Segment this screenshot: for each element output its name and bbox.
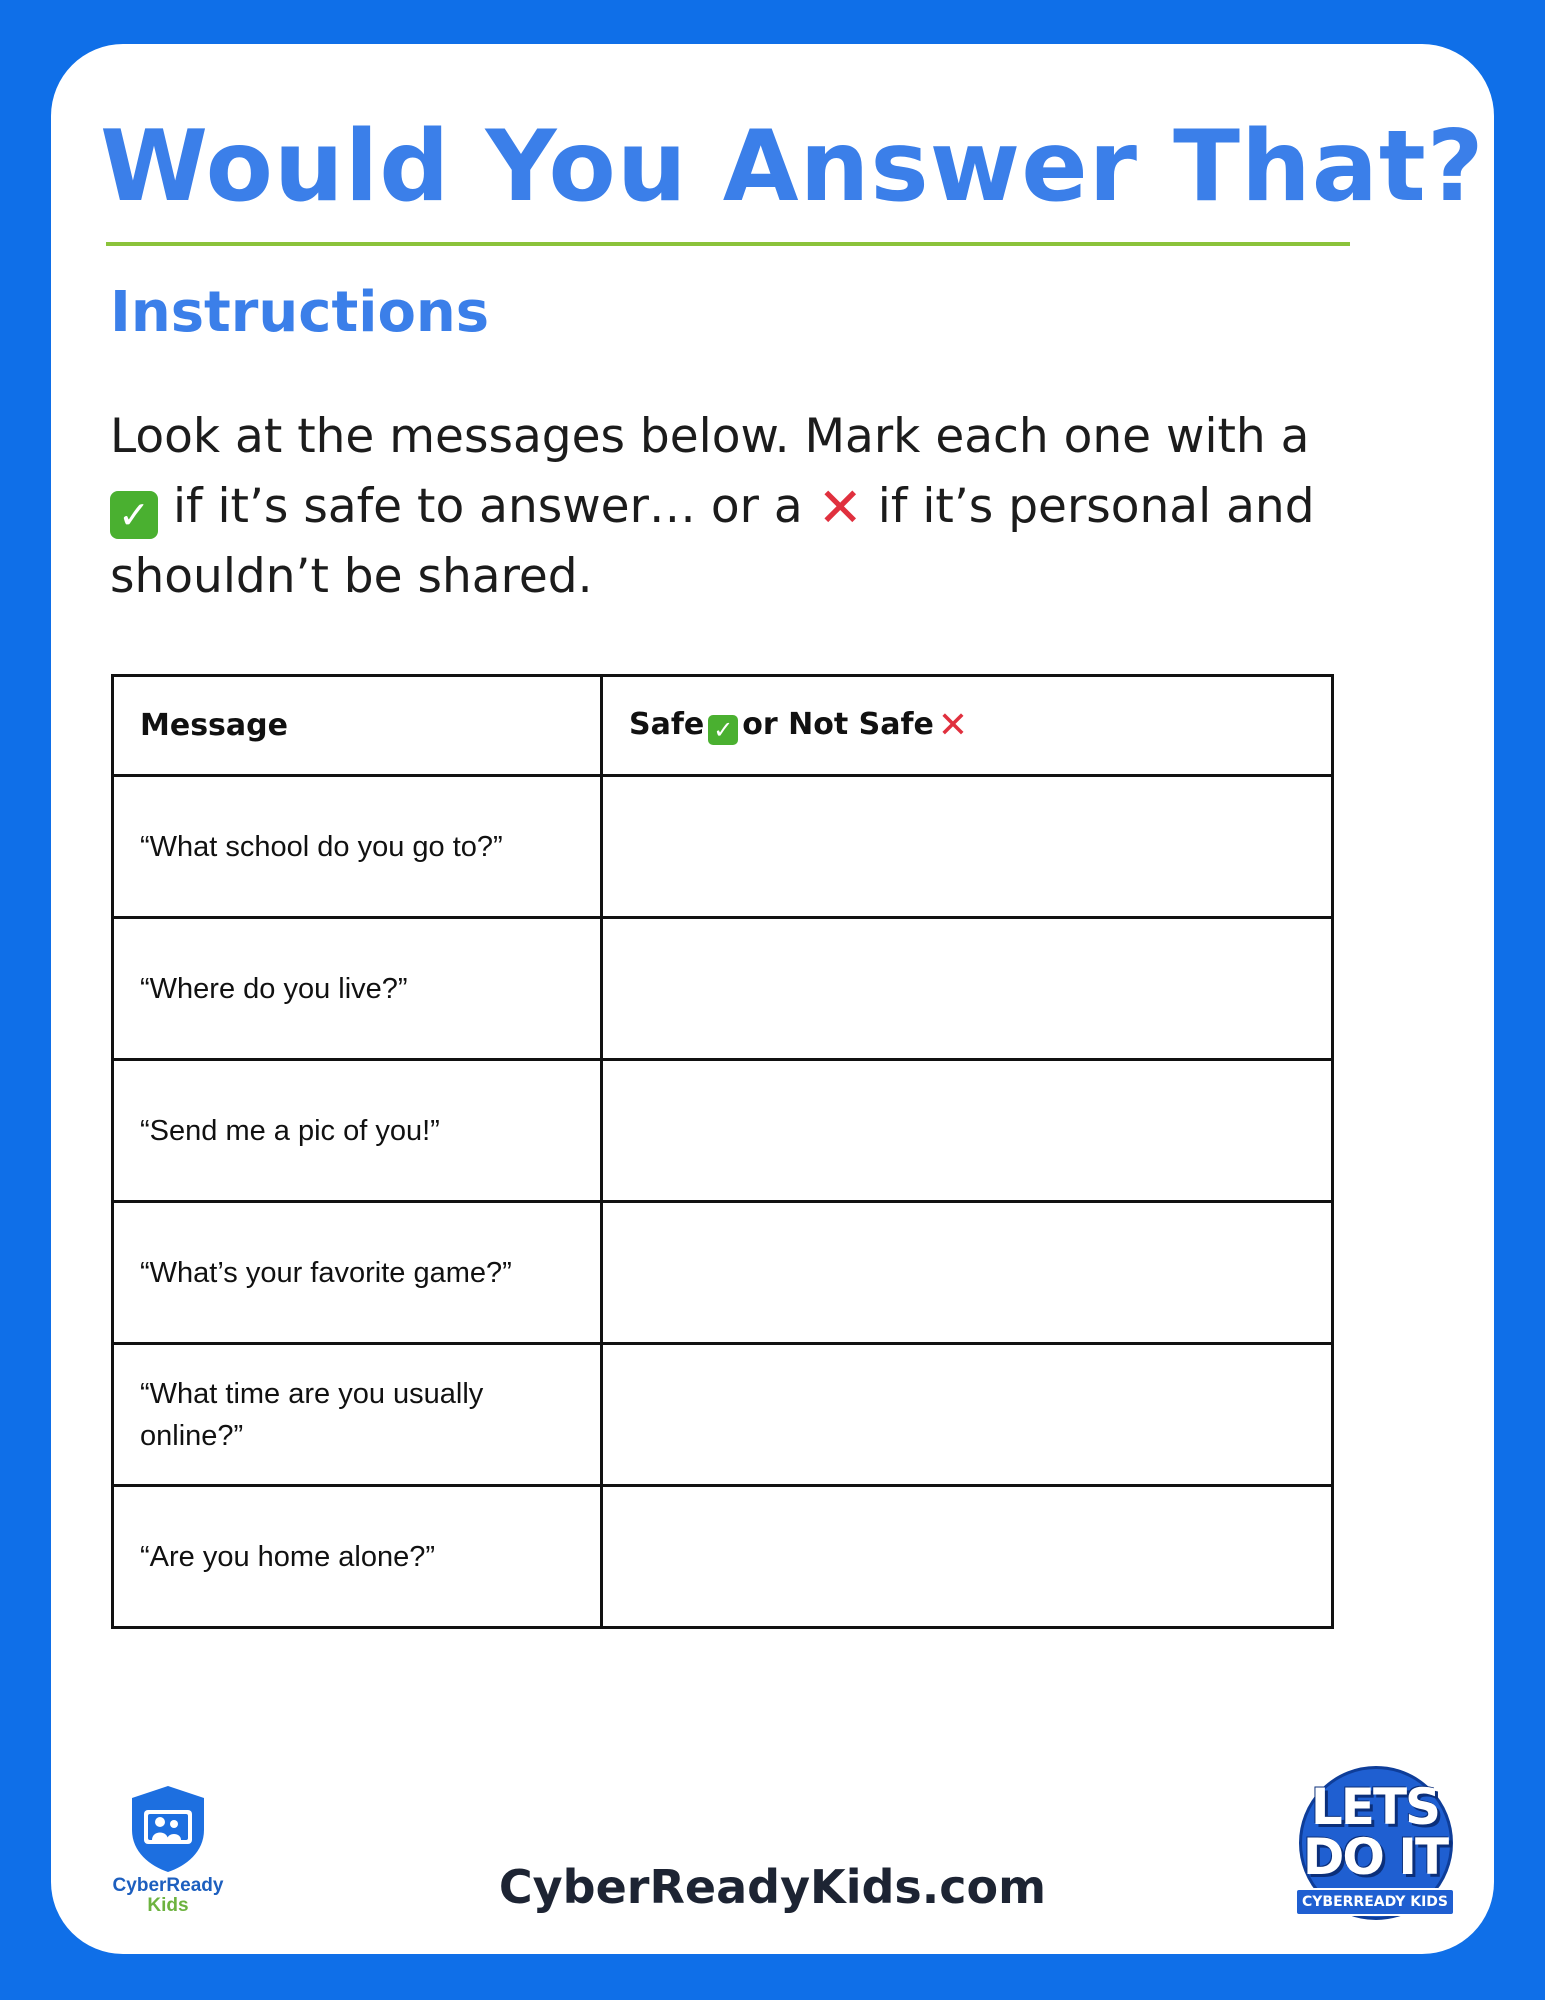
check-mark-icon: ✓ <box>110 491 158 539</box>
instructions-text <box>110 402 1340 612</box>
header-or-not-safe-label: or Not Safe <box>742 706 934 742</box>
logo-right-line1: LETS <box>1310 1778 1440 1836</box>
answer-cell[interactable] <box>602 918 1333 1060</box>
message-cell: “Are you home alone?” <box>113 1486 602 1628</box>
instructions-part2: if it’s safe to answer… or a <box>158 479 818 534</box>
lets-do-it-logo <box>1295 1762 1455 1922</box>
table-row <box>113 1344 1333 1486</box>
check-mark-icon: ✓ <box>708 715 738 745</box>
logo-left-line1: CyberReady <box>112 1875 224 1896</box>
table-row <box>113 1486 1333 1628</box>
message-cell: “Send me a pic of you!” <box>113 1060 602 1202</box>
page-title: Would You Answer That? <box>100 110 1485 224</box>
answer-cell[interactable] <box>602 1202 1333 1344</box>
logo-right-line2: DO IT <box>1302 1828 1448 1886</box>
table-row <box>113 776 1333 918</box>
table-row <box>113 918 1333 1060</box>
title-divider <box>106 242 1350 246</box>
instructions-part3: if it’s personal and shouldn’t be shared. <box>110 479 1315 604</box>
instructions-heading: Instructions <box>110 280 490 345</box>
message-cell: “What time are you usually online?” <box>113 1344 602 1486</box>
cross-mark-icon: ✕ <box>937 704 969 746</box>
message-cell: “What’s your favorite game?” <box>113 1202 602 1344</box>
table-row <box>113 1202 1333 1344</box>
answer-cell[interactable] <box>602 1344 1333 1486</box>
table-row <box>113 1060 1333 1202</box>
answer-cell[interactable] <box>602 776 1333 918</box>
table-header-row <box>113 676 1333 776</box>
message-cell: “Where do you live?” <box>113 918 602 1060</box>
header-message: Message <box>113 676 602 776</box>
messages-table <box>111 674 1334 1629</box>
logo-right-ribbon: CYBERREADY KIDS <box>1295 1888 1455 1916</box>
cross-mark-icon: ✕ <box>817 476 863 539</box>
message-cell: “What school do you go to?” <box>113 776 602 918</box>
answer-cell[interactable] <box>602 1060 1333 1202</box>
instructions-part1: Look at the messages below. Mark each one with a <box>110 409 1310 464</box>
footer-url: CyberReadyKids.com <box>498 1860 1047 1914</box>
logo-left-line2: Kids <box>147 1895 189 1916</box>
answer-cell[interactable] <box>602 1486 1333 1628</box>
header-safe-or-not <box>602 676 1333 776</box>
header-safe-label: Safe <box>629 706 705 742</box>
